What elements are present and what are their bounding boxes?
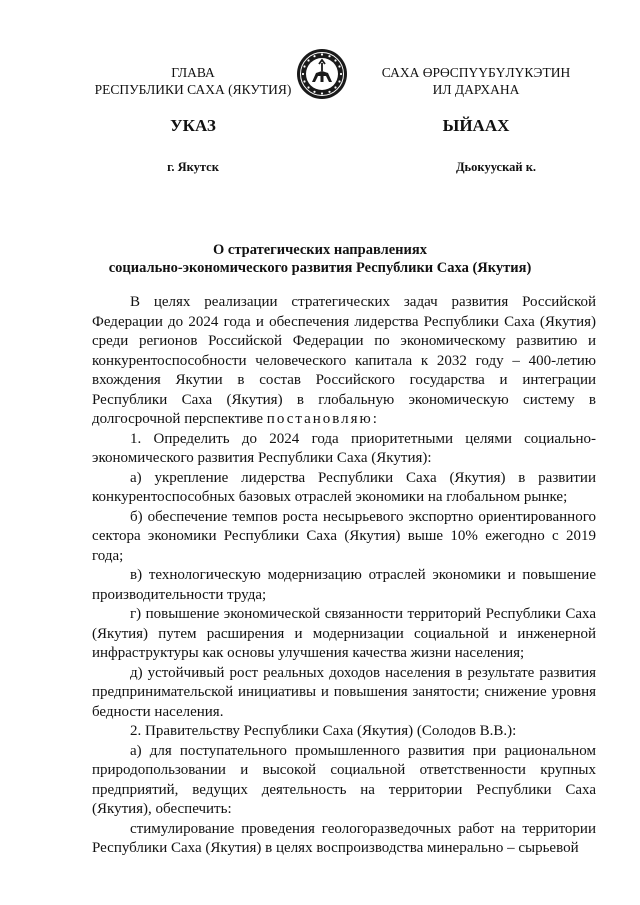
decree-label-ru: УКАЗ [170, 116, 216, 135]
paragraph-item-2: 2. Правительству Республики Саха (Якутия) (Солодов В.В.): [130, 723, 517, 739]
city-ru: г. Якутск [167, 160, 219, 174]
city-sah: Дьокуускай к. [455, 160, 537, 174]
paragraph-item-2a-1: стимулирование проведения геологоразведочных работ на территории Республики Саха (Якутия) в целях воспроизводства минерально – сырьевой [92, 820, 596, 856]
header-right [356, 64, 596, 98]
paragraph-item-1a: а) укрепление лидерства Республики Саха (Якутия) в развитии конкурентоспособных базовых отраслей экономики на глобальном рынке; [92, 469, 596, 505]
paragraph-item-1c: в) технологическую модернизацию отраслей экономики и повышение производительности труда; [92, 567, 596, 603]
paragraph-item-1b: б) обеспечение темпов роста несырьевого экспортно ориентированного сектора экономики Республики Саха (Якутия) выше 10% ежегодно с 2019 года; [92, 508, 596, 564]
header-right-line1: САХА ӨРӨСПҮҮБҮЛҮКЭТИН [381, 65, 571, 80]
paragraph-item-1: 1. Определить до 2024 года приоритетными целями социально-экономического развития Республики Саха (Якутия): [92, 430, 596, 466]
coat-of-arms-emblem-icon [296, 48, 348, 100]
paragraph-item-2a: а) для поступательного промышленного развития при рациональном природопользовании и высокой социальной ответственности крупных предприятий, ведущих деятельность на территории Республики Саха (Якутия), обеспечить: [92, 742, 596, 817]
paragraph-preamble [92, 293, 596, 430]
header-left-line2: РЕСПУБЛИКИ САХА (ЯКУТИЯ) [94, 82, 292, 97]
header-left [73, 64, 313, 98]
resolve-word: постановляю: [266, 411, 379, 427]
preamble-text: В целях реализации стратегических задач развития Российской Федерации до 2024 года и обеспечения лидерства Республики Саха (Якутия) среди регионов Российской Федерации по экономическому развитию и конкурентоспособности человеческого капитала к 2032 году – 400-летию вхождения Якутии в состав Российского государства и интеграции Республики Саха (Якутия) в глобальную экономическую систему в долгосрочной перспективе [92, 294, 596, 427]
title-line1: О стратегических направлениях [213, 242, 427, 258]
document-title [86, 241, 554, 277]
document-body [92, 293, 596, 859]
decree-label-sah: ЫЙААХ [442, 116, 510, 135]
title-line2: социально-экономического развития Республики Саха (Якутия) [108, 260, 532, 276]
paragraph-item-1d: г) повышение экономической связанности территорий Республики Саха (Якутия) путем расширения и модернизации социальной и инженерной инфраструктуры как основы улучшения качества жизни населения; [92, 606, 596, 661]
paragraph-item-1e: д) устойчивый рост реальных доходов населения в результате развития предпринимательской инициативы и повышения занятости; снижение уровня бедности населения. [92, 664, 596, 720]
header-right-line2: ИЛ ДАРХАНА [432, 82, 520, 97]
header-left-line1: ГЛАВА [171, 65, 215, 80]
